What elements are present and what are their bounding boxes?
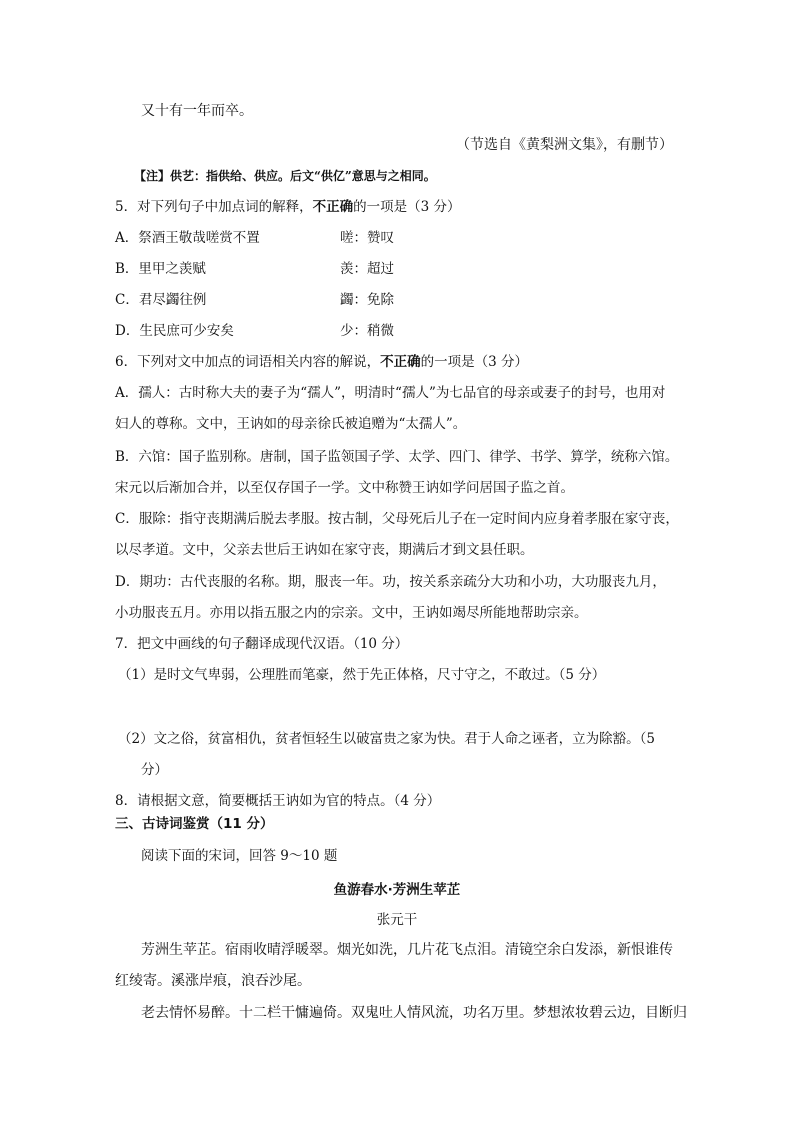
q6-line-b1: B．六馆：国子监别称。唐制，国子监领国子学、太学、四门、律学、书学、算学，统称六馆。 <box>115 449 679 465</box>
q6-line-c2: 以尽孝道。文中，父亲去世后王讷如在家守丧，期满后才到文县任职。 <box>115 542 534 558</box>
q7-sentence-2-cont: 分） <box>141 762 168 778</box>
annotation-note <box>134 166 436 186</box>
q6-line-d2: 小功服丧五月。亦用以指五服之内的宗亲。文中，王讷如竭尽所能地帮助宗亲。 <box>115 605 588 621</box>
q5-gloss-b: 羡：超过 <box>340 261 394 277</box>
q7-sentence-1: （1）是时文气卑弱，公理胜而笔豪，然于先正体格，尺寸守之，不敢过。（5 分） <box>118 667 606 683</box>
q6-suffix: 的一项是（3 分） <box>420 354 528 370</box>
q5-option-d: D．生民庶可少安矣 <box>115 323 234 339</box>
section-3-heading: 三、古诗词鉴赏（11 分） <box>115 816 274 832</box>
q5-stem <box>115 197 460 217</box>
q5-option-b: B．里甲之羡赋 <box>115 261 206 277</box>
q5-prefix: 5．对下列句子中加点词的解释， <box>115 199 313 215</box>
q5-gloss-d: 少：稍微 <box>340 323 394 339</box>
poem-line-1: 芳洲生苹芷。宿雨收晴浮暖翠。烟光如洗，几片花飞点泪。清镜空余白发添，新恨谁传 <box>141 942 673 958</box>
poem-line-2: 红绫寄。溪涨岸痕，浪吞沙尾。 <box>115 973 311 989</box>
q6-stem <box>115 352 528 372</box>
q6-line-a2: 妇人的尊称。文中，王讷如的母亲徐氏被追赠为“太孺人”。 <box>115 416 467 432</box>
q7-sentence-2: （2）文之俗，贫富相仇，贫者恒轻生以破富贵之家为快。君于人命之诬者，立为除豁。（5 <box>118 731 655 747</box>
q5-option-a: A．祭酒王敬哉嗟赏不置 <box>115 230 260 246</box>
q6-line-d1: D．期功：古代丧服的名称。期，服丧一年。功，按关系亲疏分大功和小功，大功服丧九月， <box>115 574 666 590</box>
poem-author: 张元干 <box>376 912 418 928</box>
q5-gloss-c: 蠲：免除 <box>340 292 394 308</box>
q6-prefix: 6．下列对文中加点的词语相关内容的解说， <box>115 354 381 370</box>
passage-end: 又十有一年而卒。 <box>141 103 253 119</box>
q6-line-c1: C．服除：指守丧期满后脱去孝服。按古制，父母死后儿子在一定时间内应身着孝服在家守丧， <box>115 511 679 527</box>
q7-stem: 7．把文中画线的句子翻译成现代汉语。（10 分） <box>115 636 409 652</box>
poem-title: 鱼游春水·芳洲生苹芷 <box>333 882 461 898</box>
q5-gloss-a: 嗟：赞叹 <box>340 230 394 246</box>
q5-emph: 不正确 <box>312 199 354 215</box>
q6-line-b2: 宋元以后渐加合并，以至仅存国子一学。文中称赞王讷如学问居国子监之首。 <box>115 480 574 496</box>
poem-line-3: 老去情怀易醉。十二栏干慵遍倚。双鬼吐人情风流，功名万里。梦想浓妆碧云边，目断归 <box>141 1005 687 1021</box>
q6-emph: 不正确 <box>380 354 421 370</box>
source-citation: （节选自《黄梨洲文集》，有删节） <box>456 137 673 153</box>
section-3-instruction: 阅读下面的宋词，回答 9～10 题 <box>141 848 338 864</box>
q5-option-c: C．君尽蠲往例 <box>115 292 207 308</box>
q6-line-a1: A．孺人：古时称大夫的妻子为“孺人”，明清时“孺人”为七品官的母亲或妻子的封号，也用对 <box>115 385 666 401</box>
q5-suffix: 的一项是（3 分） <box>353 199 461 215</box>
q8-stem: 8．请根据文意，简要概括王讷如为官的特点。（4 分） <box>115 793 441 809</box>
note-text: 【注】供艺：指供给、供应。后文“供亿”意思与之相同。 <box>134 169 436 183</box>
